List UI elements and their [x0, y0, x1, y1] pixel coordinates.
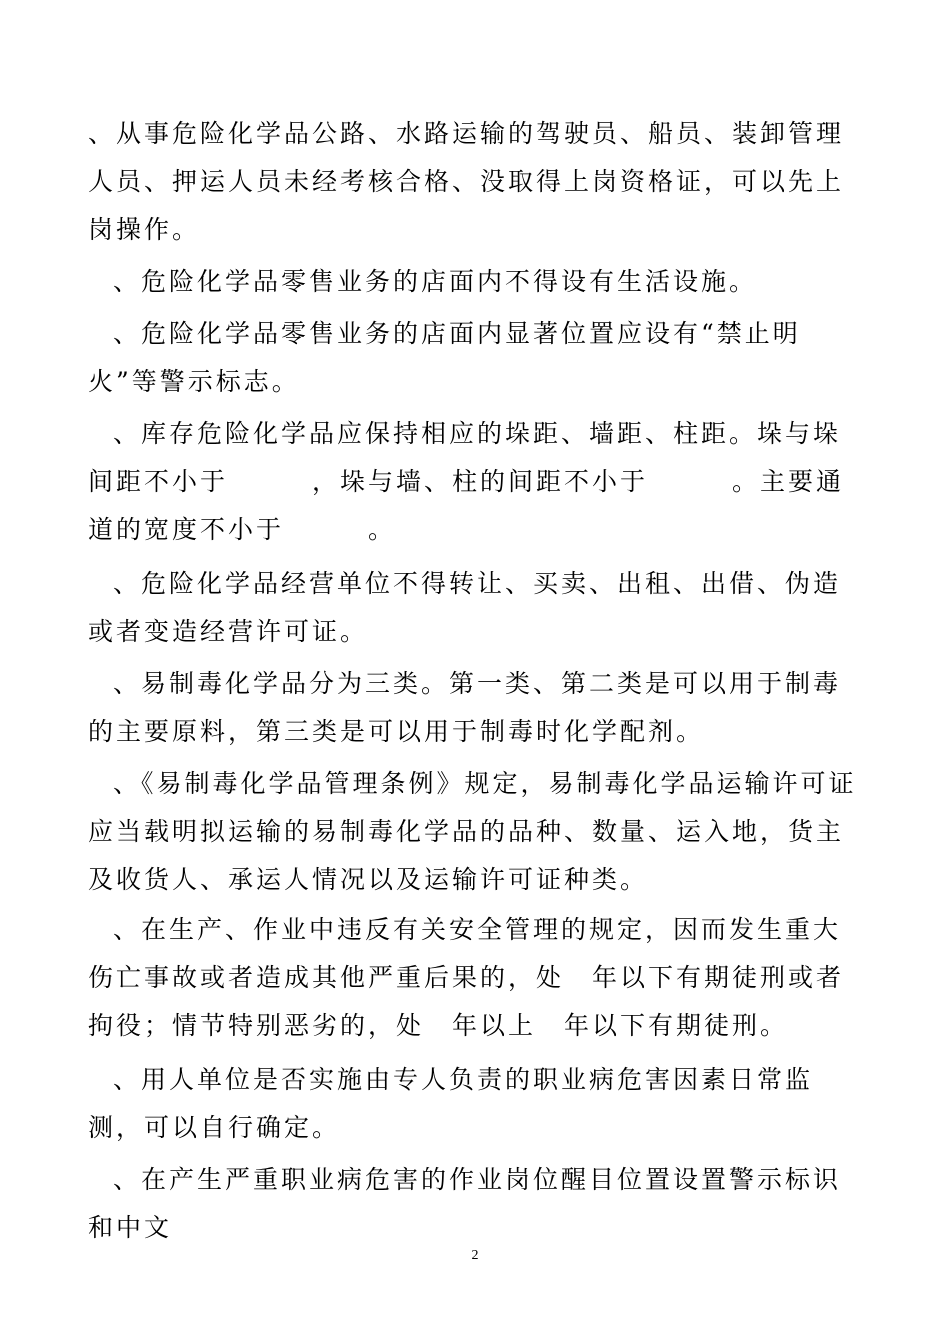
- paragraph-6: 、易制毒化学品分为三类。第一类、第二类是可以用于制毒的主要原料，第三类是可以用于制毒时化学配剂。: [88, 669, 842, 746]
- paragraph-8: 、在生产、作业中违反有关安全管理的规定，因而发生重大伤亡事故或者造成其他严重后果的，处 年以下有期徒刑或者拘役；情节特别恶劣的，处 年以上 年以下有期徒刑。: [88, 915, 845, 1040]
- paragraph-3: 、危险化学品零售业务的店面内显著位置应设有“禁止明火”等警示标志。: [88, 319, 801, 396]
- page-number: 2: [471, 1248, 479, 1263]
- paragraph-5: 、危险化学品经营单位不得转让、买卖、出租、出借、伪造或者变造经营许可证。: [88, 569, 842, 646]
- paragraph-4: 、库存危险化学品应保持相应的垛距、墙距、柱距。垛与垛间距不小于 ，垛与墙、柱的间距不小于 。主要通道的宽度不小于 。: [88, 419, 845, 544]
- paragraph-7: 、《易制毒化学品管理条例》规定，易制毒化学品运输许可证应当载明拟运输的易制毒化学品的品种、数量、运入地，货主及收货人、承运人情况以及运输许可证种类。: [88, 769, 857, 894]
- paragraph-9: 、用人单位是否实施由专人负责的职业病危害因素日常监测，可以自行确定。: [88, 1065, 814, 1142]
- paragraph-10: 、在产生严重职业病危害的作业岗位醒目位置设置警示标识和中文: [88, 1165, 842, 1242]
- paragraph-1: 、从事危险化学品公路、水路运输的驾驶员、船员、装卸管理人员、押运人员未经考核合格、没取得上岗资格证，可以先上岗操作。: [88, 119, 845, 244]
- paragraph-2: 、危险化学品零售业务的店面内不得设有生活设施。: [113, 267, 758, 296]
